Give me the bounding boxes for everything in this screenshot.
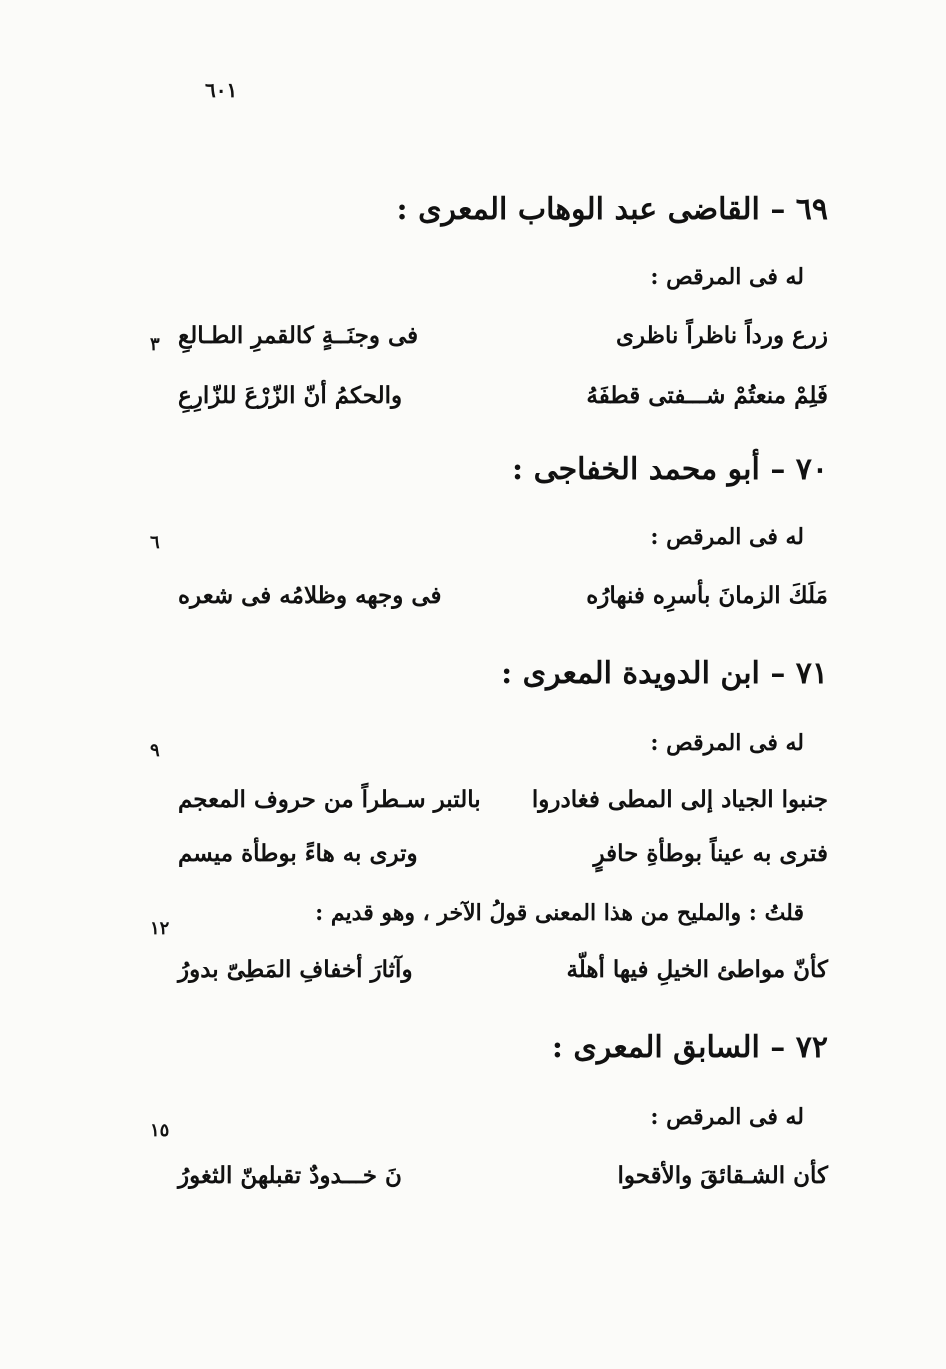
line-number-marker: ١٥ — [150, 1120, 170, 1141]
verse-line — [178, 840, 828, 867]
verse-line — [178, 582, 828, 609]
hemistich-first: جنبوا الجياد إلى المطى فغادروا — [531, 786, 828, 813]
hemistich-first: كأن الشـقائقَ والأقحوا — [617, 1162, 828, 1189]
hemistich-second: وترى به هاءً بوطأة ميسم — [178, 840, 418, 867]
section-intro-71: له فى المرقص : — [650, 730, 804, 756]
verse-line — [178, 382, 828, 409]
section-intro-72: له فى المرقص : — [650, 1104, 804, 1130]
commentary-note: قلتُ : والمليح من هذا المعنى قولُ الآخر ، وهو قديم : — [315, 900, 804, 926]
section-heading-69: ٦٩ – القاضى عبد الوهاب المعرى : — [396, 192, 828, 227]
hemistich-first: زرع ورداً ناظراً ناظرى — [615, 322, 828, 349]
line-number-marker: ٦ — [150, 532, 160, 553]
hemistich-second: بالتبر سـطراً من حروف المعجم — [178, 786, 481, 813]
line-number-marker: ٩ — [150, 740, 160, 761]
section-intro-69: له فى المرقص : — [650, 264, 804, 290]
verse-line — [178, 786, 828, 813]
section-heading-71: ٧١ – ابن الدويدة المعرى : — [501, 656, 828, 691]
hemistich-second: نَ خـــدودٌ تقبلهنّ الثغورُ — [178, 1162, 402, 1189]
hemistich-first: فَلِمْ منعتُمْ شـــفتى قطفَهُ — [586, 382, 828, 409]
line-number-marker: ١٢ — [150, 918, 170, 939]
verse-line — [178, 322, 828, 349]
verse-line — [178, 1162, 828, 1189]
hemistich-second: والحكمُ أنّ الزّرْعَ للزّارِعِ — [178, 382, 403, 409]
line-number-marker: ٣ — [150, 334, 160, 355]
verse-line — [178, 956, 828, 983]
hemistich-first: فترى به عيناً بوطأةِ حافرٍ — [593, 840, 828, 867]
hemistich-first: كأنّ مواطئ الخيلِ فيها أهلّة — [566, 956, 828, 983]
hemistich-second: فى وجهه وظلامُه فى شعره — [178, 582, 442, 609]
section-heading-70: ٧٠ – أبو محمد الخفاجى : — [512, 452, 828, 487]
section-intro-70: له فى المرقص : — [650, 524, 804, 550]
hemistich-second: فى وجنَــةٍ كالقمرِ الطـالعِ — [178, 322, 419, 349]
hemistich-second: وآثارَ أخفافِ المَطِىّ بدورُ — [178, 956, 413, 983]
hemistich-first: مَلَكَ الزمانَ بأسرِه فنهارُه — [586, 582, 828, 609]
section-heading-72: ٧٢ – السابق المعرى : — [551, 1030, 828, 1065]
page-number: ٦٠١ — [205, 78, 238, 102]
